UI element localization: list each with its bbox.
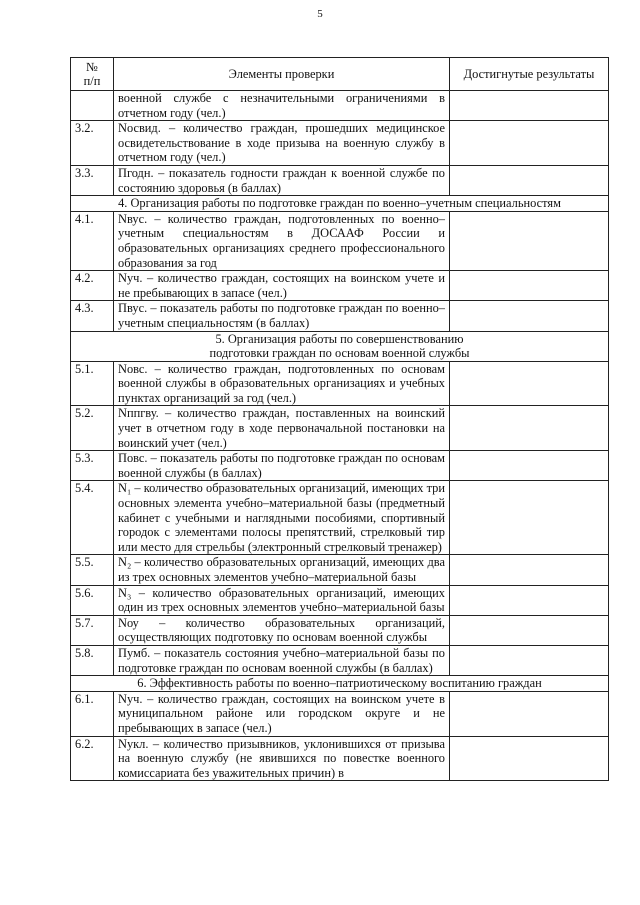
- table-row: [71, 121, 609, 166]
- table-row: [71, 691, 609, 736]
- row-result-cell: [450, 271, 609, 301]
- table-row: [71, 736, 609, 781]
- row-element-text: Nукл. – количество призывников, уклонившихся от призыва на военную службу (не явившихся по повестке военного комиссариата без уважительных причин) в: [114, 736, 450, 781]
- section-heading: 4. Организация работы по подготовке граждан по военно–учетным специальностям: [71, 196, 609, 212]
- row-number: 3.2.: [71, 121, 114, 166]
- row-result-cell: [450, 555, 609, 585]
- table-row: [71, 91, 609, 121]
- section-heading-line2: подготовки граждан по основам военной службы: [209, 346, 470, 361]
- row-result-cell: [450, 361, 609, 406]
- row-result-cell: [450, 301, 609, 331]
- header-number: [71, 58, 114, 91]
- row-number: 5.3.: [71, 451, 114, 481]
- row-element-text: Nуч. – количество граждан, состоящих на воинском учете в муниципальном районе или городском округе и не пребывающих в запасе (чел.): [114, 691, 450, 736]
- row-result-cell: [450, 736, 609, 781]
- row-number: 5.7.: [71, 615, 114, 645]
- row-element-text: Nовс. – количество граждан, подготовленных по основам военной службы в образовательных организациях и учебных пунктах организаций за год (чел.): [114, 361, 450, 406]
- row-element-text: Пумб. – показатель состояния учебно–материальной базы по подготовке граждан по основам военной службы (в баллах): [114, 645, 450, 675]
- row-number: 4.1.: [71, 211, 114, 270]
- table-row: [71, 211, 609, 270]
- table-row: [71, 361, 609, 406]
- section-heading: [71, 331, 609, 361]
- table-row: [71, 645, 609, 675]
- row-result-cell: [450, 451, 609, 481]
- table-body: [71, 91, 609, 781]
- row-number: 5.1.: [71, 361, 114, 406]
- row-result-cell: [450, 165, 609, 195]
- table-row: [71, 451, 609, 481]
- row-number: 3.3.: [71, 165, 114, 195]
- section-heading: 6. Эффективность работы по военно–патриотическому воспитанию граждан: [71, 676, 609, 692]
- row-element-text: N₃ – количество образовательных организаций, имеющих один из трех основных элементов учебно–материальной базы: [114, 585, 450, 615]
- row-number: [71, 91, 114, 121]
- row-result-cell: [450, 691, 609, 736]
- row-number: 6.1.: [71, 691, 114, 736]
- row-element-text: Nосвид. – количество граждан, прошедших медицинское освидетельствование в ходе призыва на военную службу в отчетном году (чел.): [114, 121, 450, 166]
- row-result-cell: [450, 481, 609, 555]
- row-result-cell: [450, 615, 609, 645]
- row-element-text: Nппгву. – количество граждан, поставленных на воинский учет в отчетном году в ходе первоначальной постановки на воинский учет (чел.): [114, 406, 450, 451]
- table-row: [71, 615, 609, 645]
- header-results: Достигнутые результаты: [450, 58, 609, 91]
- table-row: [71, 481, 609, 555]
- row-element-text: N₁ – количество образовательных организаций, имеющих три основных элемента учебно–материальной базы (предметный кабинет с учебными и наглядными пособиями, спортивный городок с элементами полосы препятствий, стрелковый тир или место для стрельбы (электронный стрелковый тренажер): [114, 481, 450, 555]
- row-number: 5.6.: [71, 585, 114, 615]
- row-result-cell: [450, 645, 609, 675]
- row-element-text: Пвус. – показатель работы по подготовке граждан по военно–учетным специальностям (в баллах): [114, 301, 450, 331]
- table-row: [71, 585, 609, 615]
- header-number-line1: №: [86, 60, 98, 74]
- section-row: [71, 196, 609, 212]
- section-row: [71, 676, 609, 692]
- row-number: 4.3.: [71, 301, 114, 331]
- row-element-text: N₂ – количество образовательных организаций, имеющих два из трех основных элементов учебно–материальной базы: [114, 555, 450, 585]
- section-row: [71, 331, 609, 361]
- header-elements: Элементы проверки: [114, 58, 450, 91]
- row-number: 5.5.: [71, 555, 114, 585]
- row-result-cell: [450, 121, 609, 166]
- row-result-cell: [450, 211, 609, 270]
- section-heading-line1: 5. Организация работы по совершенствованию: [215, 331, 464, 346]
- row-element-text: Nоу – количество образовательных организаций, осуществляющих подготовку по основам военной службы: [114, 615, 450, 645]
- table-header-row: [71, 58, 609, 91]
- row-result-cell: [450, 406, 609, 451]
- row-element-text: Повс. – показатель работы по подготовке граждан по основам военной службы (в баллах): [114, 451, 450, 481]
- table-row: [71, 555, 609, 585]
- table-row: [71, 406, 609, 451]
- row-element-text: военной службе с незначительными ограничениями в отчетном году (чел.): [114, 91, 450, 121]
- row-number: 5.2.: [71, 406, 114, 451]
- table-row: [71, 301, 609, 331]
- inspection-table: [70, 57, 609, 781]
- row-result-cell: [450, 91, 609, 121]
- row-number: 5.8.: [71, 645, 114, 675]
- row-element-text: Пгодн. – показатель годности граждан к военной службе по состоянию здоровья (в баллах): [114, 165, 450, 195]
- header-number-line2: п/п: [83, 74, 101, 88]
- row-number: 5.4.: [71, 481, 114, 555]
- row-element-text: Nвус. – количество граждан, подготовленных по военно–учетным специальностям в ДОСААФ России и образовательных организациях среднего профессионального образования за год: [114, 211, 450, 270]
- row-element-text: Nуч. – количество граждан, состоящих на воинском учете и не пребывающих в запасе (чел.): [114, 271, 450, 301]
- table-row: [71, 165, 609, 195]
- row-number: 6.2.: [71, 736, 114, 781]
- row-number: 4.2.: [71, 271, 114, 301]
- table-row: [71, 271, 609, 301]
- row-result-cell: [450, 585, 609, 615]
- page-number: 5: [317, 8, 323, 20]
